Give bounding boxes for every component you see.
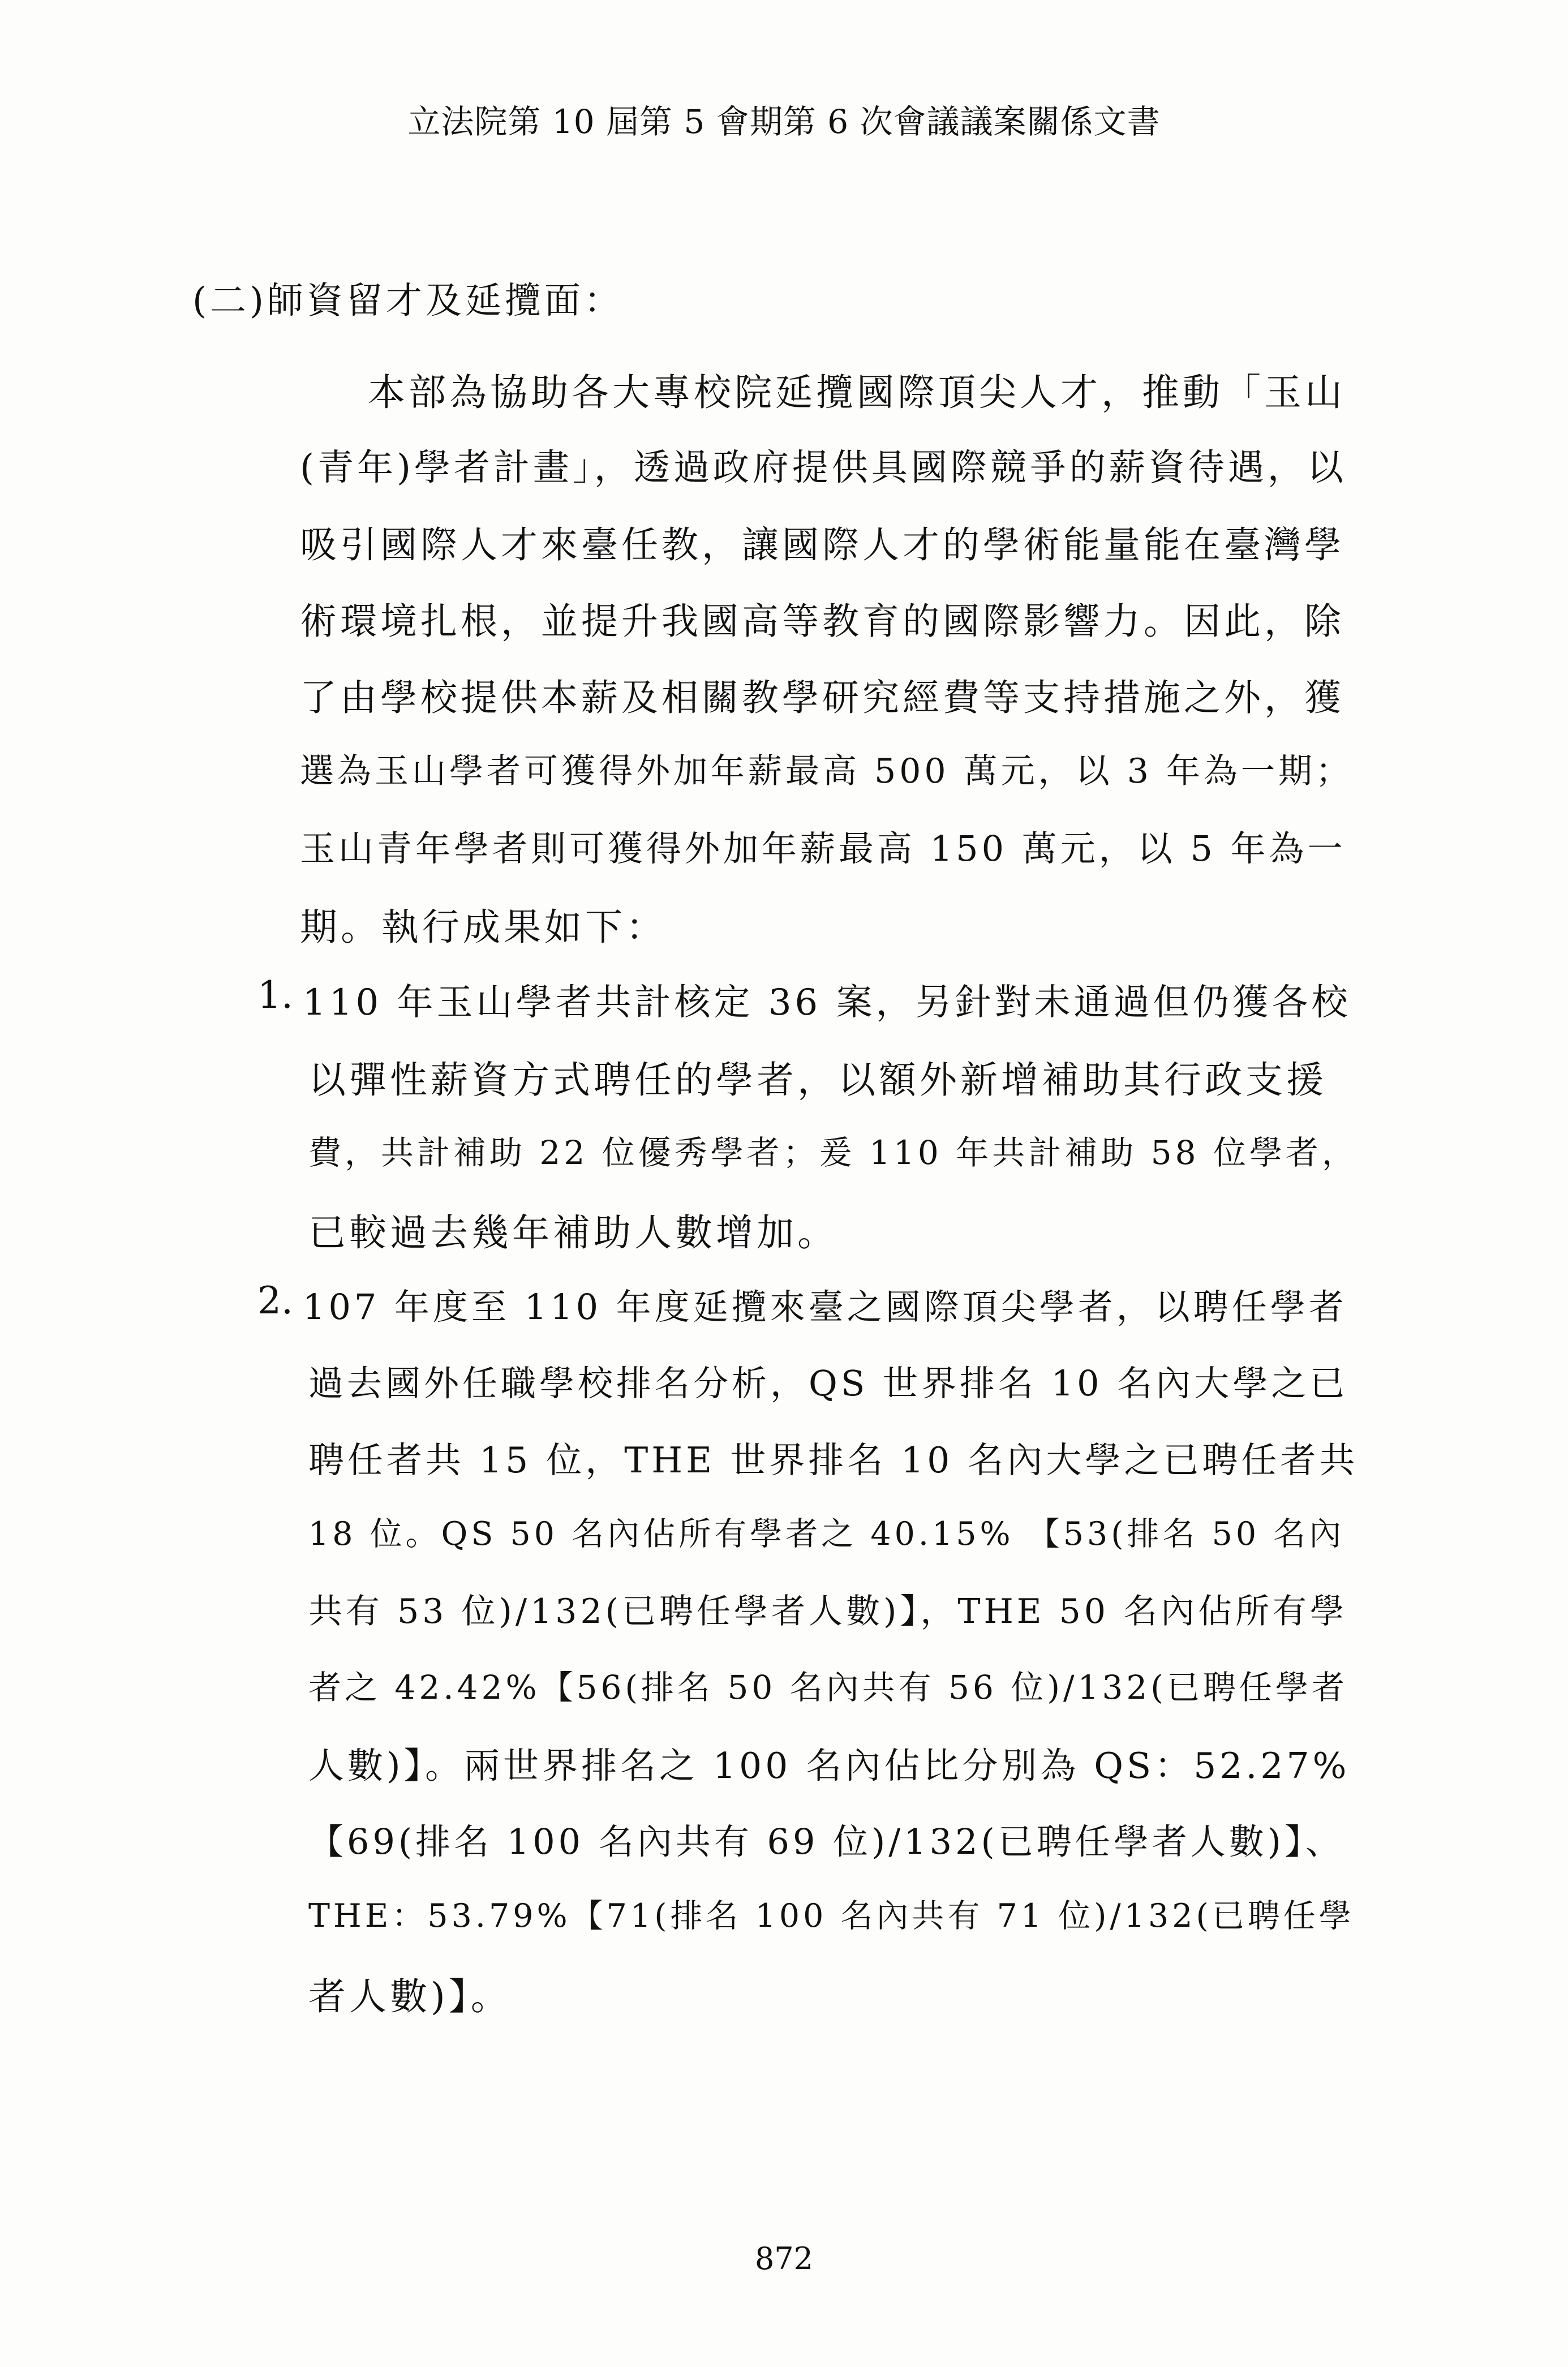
paragraph-line: 聘任者共 15 位，THE 世界排名 10 名內大學之已聘任者共 (308, 1440, 1359, 1481)
paragraph-line: 已較過去幾年補助人數增加。 (308, 1211, 838, 1255)
paragraph-line: (青年)學者計畫」，透過政府提供具國際競爭的薪資待遇，以 (300, 447, 1347, 489)
paragraph-line: 【69(排名 100 名內共有 69 位)/132(已聘任學者人數)】、 (308, 1821, 1344, 1862)
paragraph-line: 107 年度至 110 年度延攬來臺之國際頂尖學者，以聘任學者 (303, 1286, 1347, 1328)
item-number: 1. (257, 973, 293, 1017)
paragraph-line: 者之 42.42%【56(排名 50 名內共有 56 位)/132(已聘任學者 (308, 1668, 1348, 1707)
paragraph-line: 選為玉山學者可獲得外加年薪最高 500 萬元，以 3 年為一期； (300, 751, 1353, 791)
paragraph-line: 吸引國際人才來臺任教，讓國際人才的學術能量能在臺灣學 (300, 524, 1345, 566)
paragraph-line: THE：53.79%【71(排名 100 名內共有 71 位)/132(已聘任學 (308, 1897, 1355, 1935)
paragraph-line: 期。執行成果如下： (300, 905, 667, 949)
paragraph-line: 過去國外任職學校排名分析，QS 世界排名 10 名內大學之已 (308, 1363, 1348, 1404)
paragraph-line: 本部為協助各大專校院延攬國際頂尖人才，推動「玉山 (368, 371, 1346, 414)
paragraph-line: 費，共計補助 22 位優秀學者；爰 110 年共計補助 58 位學者， (308, 1133, 1358, 1172)
paragraph-line: 了由學校提供本薪及相關教學研究經費等支持措施之外，獲 (300, 677, 1345, 719)
section-heading: (二)師資留才及延攬面： (192, 280, 624, 322)
paragraph-line: 玉山青年學者則可獲得外加年薪最高 150 萬元，以 5 年為一 (300, 828, 1346, 869)
paragraph-line: 110 年玉山學者共計核定 36 案，另針對未通過但仍獲各校 (303, 982, 1351, 1024)
item-number: 2. (257, 1279, 293, 1322)
paragraph-line: 術環境扎根，並提升我國高等教育的國際影響力。因此，除 (300, 600, 1345, 643)
paragraph-line: 18 位。QS 50 名內佔所有學者之 40.15% 【53(排名 50 名內 (308, 1515, 1345, 1553)
paragraph-line: 以彈性薪資方式聘任的學者，以額外新增補助其行政支援 (308, 1058, 1327, 1102)
page-number: 872 (754, 2241, 814, 2276)
paragraph-line: 人數)】。兩世界排名之 100 名內佔比分別為 QS：52.27% (308, 1745, 1350, 1786)
paragraph-line: 者人數)】。 (308, 1975, 512, 2018)
paragraph-line: 共有 53 位)/132(已聘任學者人數)】，THE 50 名內佔所有學 (308, 1592, 1348, 1631)
running-header: 立法院第 10 屆第 5 會期第 6 次會議議案關係文書 (407, 102, 1161, 141)
